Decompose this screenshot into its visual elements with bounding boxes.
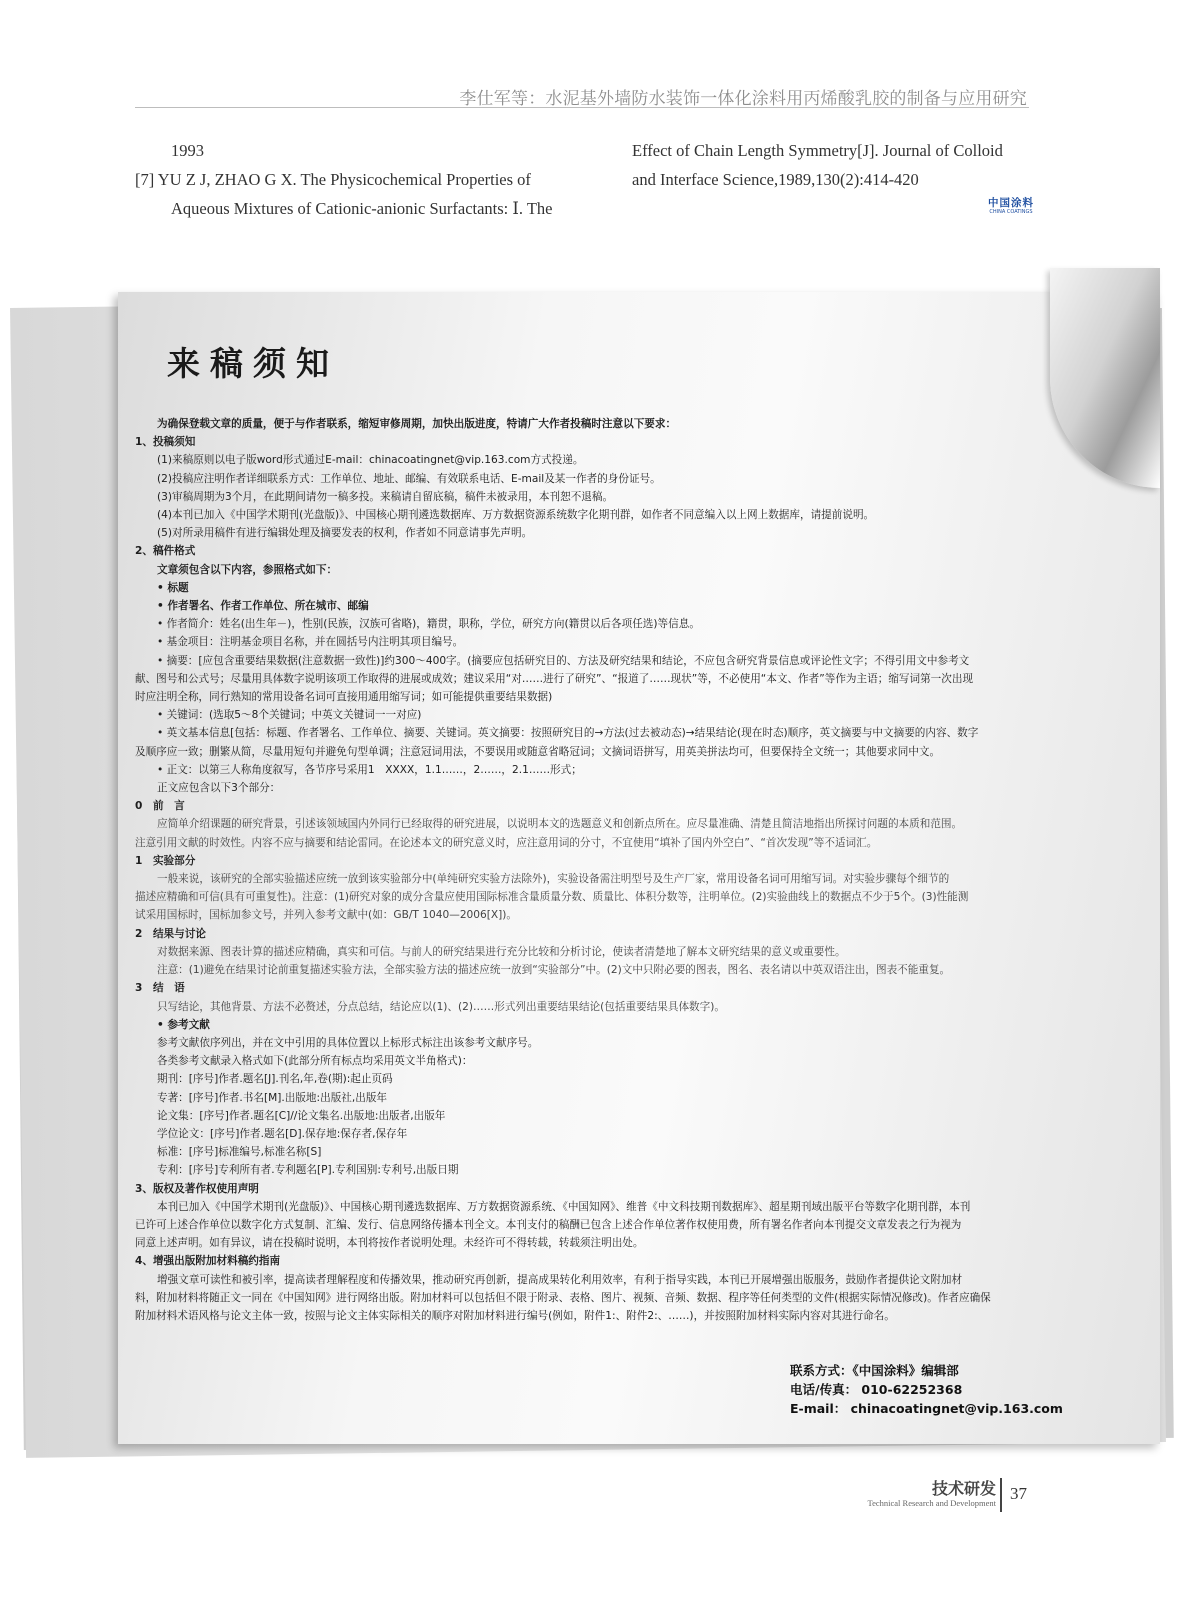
reference-format: 论文集：[序号]作者.题名[C]//论文集名.出版地:出版者,出版年	[157, 1109, 446, 1122]
subsection-heading: 3 结 语	[135, 982, 185, 995]
bullet-item: • 关键词：(选取5～8个关键词；中英文关键词一一对应)	[157, 709, 422, 722]
reference-format: 标准：[序号]标准编号,标准名称[S]	[157, 1146, 322, 1159]
contact-department: 联系方式：《中国涂料》编辑部	[790, 1363, 959, 1378]
section-heading: 1、投稿须知	[135, 436, 196, 449]
contact-email[interactable]: E-mail： chinacoatingnet@vip.163.com	[790, 1401, 1063, 1416]
notice-item: (3)审稿周期为3个月，在此期间请勿一稿多投。来稿请自留底稿，稿件未被录用，本刊恕不退稿。	[157, 490, 614, 503]
contact-phone: 电话/传真： 010-62252368	[790, 1382, 963, 1397]
bullet-item: • 标题	[157, 581, 189, 594]
header-rule	[135, 107, 1029, 108]
reference-line: and Interface Science,1989,130(2):414-420	[632, 170, 919, 189]
notice-subheading: 文章须包含以下内容，参照格式如下：	[157, 563, 338, 576]
footer-divider	[1000, 1478, 1002, 1512]
bullet-item: • 作者署名、作者工作单位、所在城市、邮编	[157, 600, 369, 613]
reference-format: 期刊：[序号]作者.题名[J].刊名,年,卷(期):起止页码	[157, 1073, 393, 1086]
paragraph-line: 本刊已加入《中国学术期刊(光盘版)》、中国核心期刊遴选数据库、万方数据资源系统、《中国知网》、维普《中文科技期刊数据库》、超星期刊域出版平台等数字化期刊群，本刊	[157, 1200, 971, 1213]
notice-item: (2)投稿应注明作者详细联系方式：工作单位、地址、邮编、有效联系电话、E-mail及某一作者的身份证号。	[157, 472, 661, 485]
paragraph-line: 注意：(1)避免在结果讨论前重复描述实验方法，全部实验方法的描述应统一放到“实验部分”中。(2)文中只附必要的图表，图名、表名请以中英双语注出，图表不能重复。	[157, 964, 951, 977]
footer-section-cn: 技术研发	[931, 1479, 996, 1498]
notice-intro: 为确保登载文章的质量，便于与作者联系，缩短审修周期，加快出版进度，特请广大作者投稿时注意以下要求：	[157, 418, 677, 430]
page-number: 37	[1010, 1484, 1027, 1503]
bullet-item: • 参考文献	[157, 1018, 210, 1031]
reference-format: 学位论文：[序号]作者.题名[D].保存地:保存者,保存年	[157, 1127, 408, 1140]
logo-cn: 中国涂料	[988, 197, 1034, 209]
bullet-item: • 基金项目：注明基金项目名称，并在圆括号内注明其项目编号。	[157, 636, 464, 649]
notice-item: (1)来稿原则以电子版word形式通过E-mail：chinacoatingnet@vip.163.com方式投递。	[157, 454, 584, 467]
paragraph-line: 应简单介绍课题的研究背景，引述该领域国内外同行已经取得的研究进展，以说明本文的选题意义和创新点所在。应尽量准确、清楚且简洁地指出所探讨问题的本质和范围。	[157, 818, 963, 831]
paragraph-line: 及顺序应一致；删繁从简，尽量用短句并避免句型单调；注意冠词用法，不要误用或随意省略冠词；文摘词语拼写，用英美拼法均可，但要保持全文统一；其他要求同中文。	[135, 745, 941, 758]
paragraph-line: 时应注明全称，同行熟知的常用设备名词可直接用通用缩写词；如可能提供重要结果数据)	[135, 691, 553, 704]
section-heading: 3、版权及著作权使用声明	[135, 1182, 259, 1195]
notice-item: (4)本刊已加入《中国学术期刊(光盘版)》、中国核心期刊遴选数据库、万方数据资源系统数字化期刊群，如作者不同意编入以上网上数据库，请提前说明。	[157, 509, 875, 522]
paragraph-line: 增强文章可读性和被引率，提高读者理解程度和传播效果，推动研究再创新，提高成果转化利用效率，有利于指导实践，本刊已开展增强出版服务，鼓励作者提供论文附加材	[157, 1273, 963, 1286]
paragraph-line: 一般来说，该研究的全部实验描述应统一放到该实验部分中(单纯研究实验方法除外)，实验设备需注明型号及生产厂家，常用设备名词可用缩写词。对实验步骤每个细节的	[157, 873, 950, 886]
reference-line: Effect of Chain Length Symmetry[J]. Journal of Colloid	[632, 141, 1003, 160]
paragraph-line: 正文应包含以下3个部分：	[157, 782, 281, 795]
contact-block	[790, 1361, 1063, 1418]
paragraph-line: 已许可上述合作单位以数字化方式复制、汇编、发行、信息网络传播本刊全文。本刊支付的稿酬已包含上述合作单位著作权使用费，所有署名作者向本刊提交文章发表之行为视为	[135, 1218, 962, 1231]
bullet-item: • 作者简介：姓名(出生年－)，性别(民族，汉族可省略)，籍贯，职称，学位，研究方向(籍贯以后各项任选)等信息。	[157, 618, 700, 631]
bullet-item: • 正文：以第三人称角度叙写，各节序号采用1 XXXX，1.1……，2……，2.1……形式；	[157, 763, 582, 776]
reference-line: Aqueous Mixtures of Cationic-anionic Surfactants: Ⅰ. The	[171, 199, 553, 218]
running-header: 李仕军等：水泥基外墙防水装饰一体化涂料用丙烯酸乳胶的制备与应用研究	[459, 89, 1027, 109]
subsection-heading: 0 前 言	[135, 800, 185, 813]
reference-format: 专著：[序号]作者.书名[M].出版地:出版社,出版年	[157, 1091, 388, 1104]
paragraph-line: 对数据来源、图表计算的描述应精确，真实和可信。与前人的研究结果进行充分比较和分析讨论，使读者清楚地了解本文研究结果的意义或重要性。	[157, 945, 846, 958]
notice-item: (5)对所录用稿件有进行编辑处理及摘要发表的权利，作者如不同意请事先声明。	[157, 527, 533, 540]
paragraph-line: 试采用国标时，国标加参文号，并列入参考文献中(如：GB/T 1040—2006[X])。	[135, 909, 518, 922]
paragraph-line: 料，附加材料将随正文一同在《中国知网》进行网络出版。附加材料可以包括但不限于附录、表格、图片、视频、音频、数据、程序等任何类型的文件(根据实际情况修改)。作者应确保	[135, 1291, 991, 1304]
section-heading: 4、增强出版附加材料稿约指南	[135, 1255, 281, 1268]
references-right	[632, 136, 1003, 194]
paragraph-line: 附加材料术语风格与论文主体一致，按照与论文主体实际相关的顺序对附加材料进行编号(例如，附件1:、附件2:、……)，并按照附加材料实际内容对其进行命名。	[135, 1309, 895, 1322]
bullet-item: • 摘要：[应包含重要结果数据(注意数据一致性)]约300～400字。(摘要应包括研究目的、方法及研究结果和结论，不应包含研究背景信息或评论性文字；不得引用文中参考文	[157, 654, 970, 667]
china-coatings-logo	[988, 195, 1034, 215]
reference-format: 专利：[序号]专利所有者.专利题名[P].专利国别:专利号,出版日期	[157, 1164, 459, 1177]
logo-en: CHINA COATINGS	[989, 209, 1033, 215]
paragraph-line: 描述应精确和可信(具有可重复性)。注意：(1)研究对象的成分含量应使用国际标准含量质量分数、质量比、体积分数等，注明单位。(2)实验曲线上的数据点不少于5个。(3)性能测	[135, 891, 969, 904]
section-heading: 2、稿件格式	[135, 545, 196, 558]
paragraph-line: 参考文献依序列出，并在文中引用的具体位置以上标形式标注出该参考文献序号。	[157, 1036, 539, 1049]
paragraph-line: 献、图号和公式号；尽量用具体数字说明该项工作取得的进展或成效；建议采用“对……进行了研究”、“报道了……现状”等，不必使用“本文、作者”等作为主语；缩写词第一次出现	[135, 672, 974, 685]
notice-title: 来稿须知	[167, 344, 339, 383]
footer-section-en: Technical Research and Development	[867, 1498, 996, 1508]
paragraph-line: 只写结论，其他背景、方法不必赘述，分点总结，结论应以(1)、(2)……形式列出重要结果结论(包括重要结果具体数字)。	[157, 1000, 725, 1013]
paragraph-line: 各类参考文献录入格式如下(此部分所有标点均采用英文半角格式)：	[157, 1055, 473, 1068]
paragraph-line: 注意引用文献的时效性。内容不应与摘要和结论雷同。在论述本文的研究意义时，应注意用词的分寸，不宜使用“填补了国内外空白”、“首次发现”等不适词汇。	[135, 836, 878, 849]
bullet-item: • 英文基本信息[包括：标题、作者署名、工作单位、摘要、关键词。英文摘要：按照研究目的→方法(过去被动态)→结果结论(现在时态)顺序，英文摘要与中文摘要的内容、数字	[157, 727, 979, 740]
reference-line: [7] YU Z J, ZHAO G X. The Physicochemical Properties of	[135, 170, 531, 189]
references-left	[135, 136, 553, 223]
paragraph-line: 同意上述声明。如有异议，请在投稿时说明，本刊将按作者说明处理。未经许可不得转载，转载须注明出处。	[135, 1237, 644, 1250]
subsection-heading: 1 实验部分	[135, 854, 196, 867]
subsection-heading: 2 结果与讨论	[135, 927, 206, 940]
reference-line: 1993	[171, 141, 204, 160]
notice-body	[135, 415, 1031, 1325]
